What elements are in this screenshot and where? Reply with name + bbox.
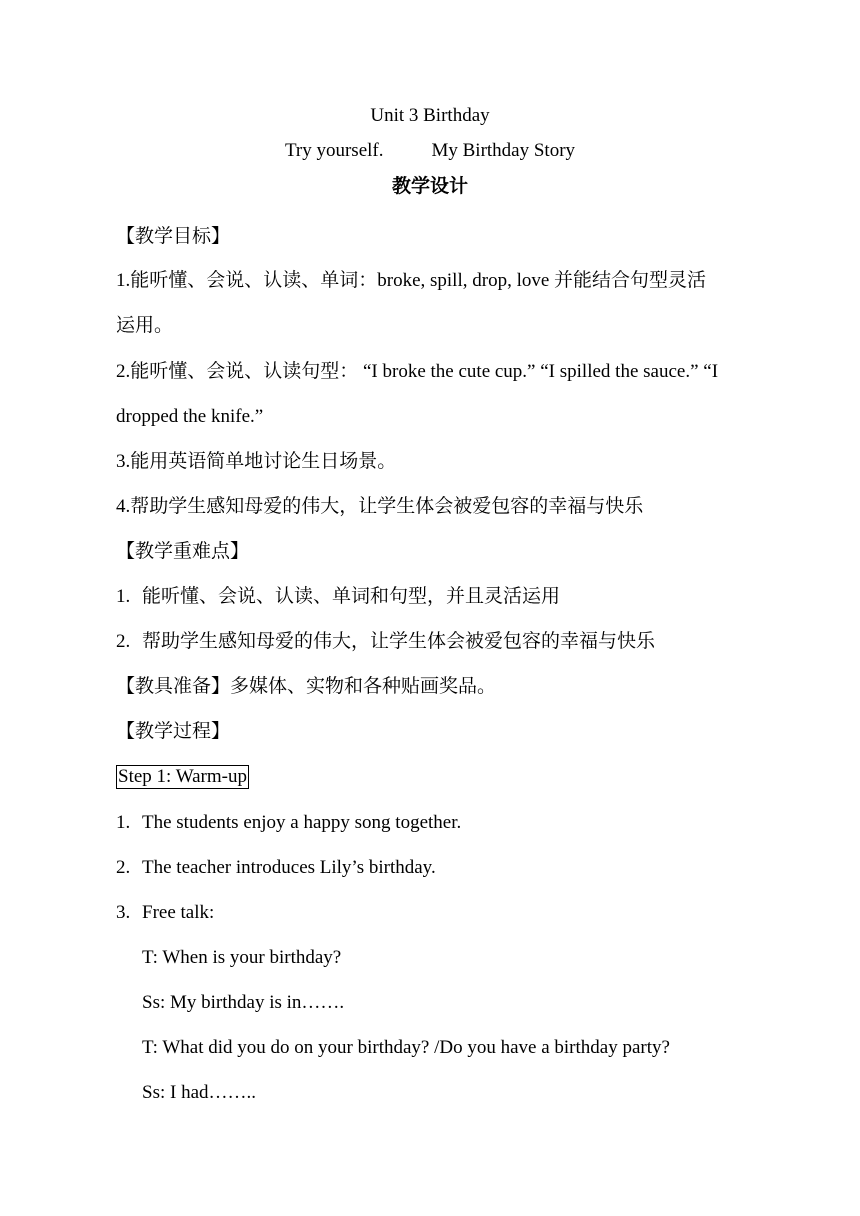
subtitle-right: My Birthday Story [431,140,576,161]
doc-heading: 教学设计 [391,176,468,197]
dialog-line: Ss: I had…….. [142,1082,256,1103]
doc-subtitle [0,139,860,163]
key-point-1-text: 能听懂、会说、认读、单词和句型，并且灵活运用 [142,586,561,607]
objective-2-line-a: 2.能听懂、会说、认读句型： “I broke the cute cup.” “I spilled the sauce.” “I [116,361,719,382]
process-item-3-number: 3. [116,902,131,923]
key-point-1-number: 1. [116,586,131,607]
process-item-3-text: Free talk: [142,902,215,923]
dialog-line: T: What did you do on your birthday? /Do you have a birthday party? [142,1037,670,1058]
dialog-line: Ss: My birthday is in……. [142,992,345,1013]
objective-1-line-a: 1.能听懂、会说、认读、单词：broke, spill, drop, love 并能结合句型灵活 [116,270,707,291]
objective-1-line-b: 运用。 [116,315,174,336]
key-points-heading: 【教学重难点】 [116,541,250,562]
process-item-1-number: 1. [116,812,131,833]
key-point-2-text: 帮助学生感知母爱的伟大，让学生体会被爱包容的幸福与快乐 [142,631,656,652]
key-point-2-number: 2. [116,631,131,652]
key-point-1 [116,585,560,609]
objective-4: 4.帮助学生感知母爱的伟大，让学生体会被爱包容的幸福与快乐 [116,496,644,517]
process-item-2-number: 2. [116,857,131,878]
key-point-2 [116,630,655,654]
step-1-box: Step 1: Warm-up [118,766,247,787]
materials-line [116,675,496,699]
objectives-heading: 【教学目标】 [116,226,231,247]
doc-title: Unit 3 Birthday [370,105,490,126]
process-item-2-text: The teacher introduces Lily’s birthday. [142,857,436,878]
process-item-1-text: The students enjoy a happy song together. [142,812,462,833]
materials-heading: 【教具准备】 [116,676,231,697]
process-item-2 [116,856,436,880]
step-1-line [116,765,249,789]
process-heading: 【教学过程】 [116,721,231,742]
process-item-3 [116,901,214,925]
subtitle-left: Try yourself. [284,140,384,161]
process-item-1 [116,811,461,835]
objective-3: 3.能用英语简单地讨论生日场景。 [116,451,397,472]
dialog-line: T: When is your birthday? [142,947,342,968]
objective-2-line-b: dropped the knife.” [116,406,264,427]
materials-text: 多媒体、实物和各种贴画奖品。 [230,676,497,697]
